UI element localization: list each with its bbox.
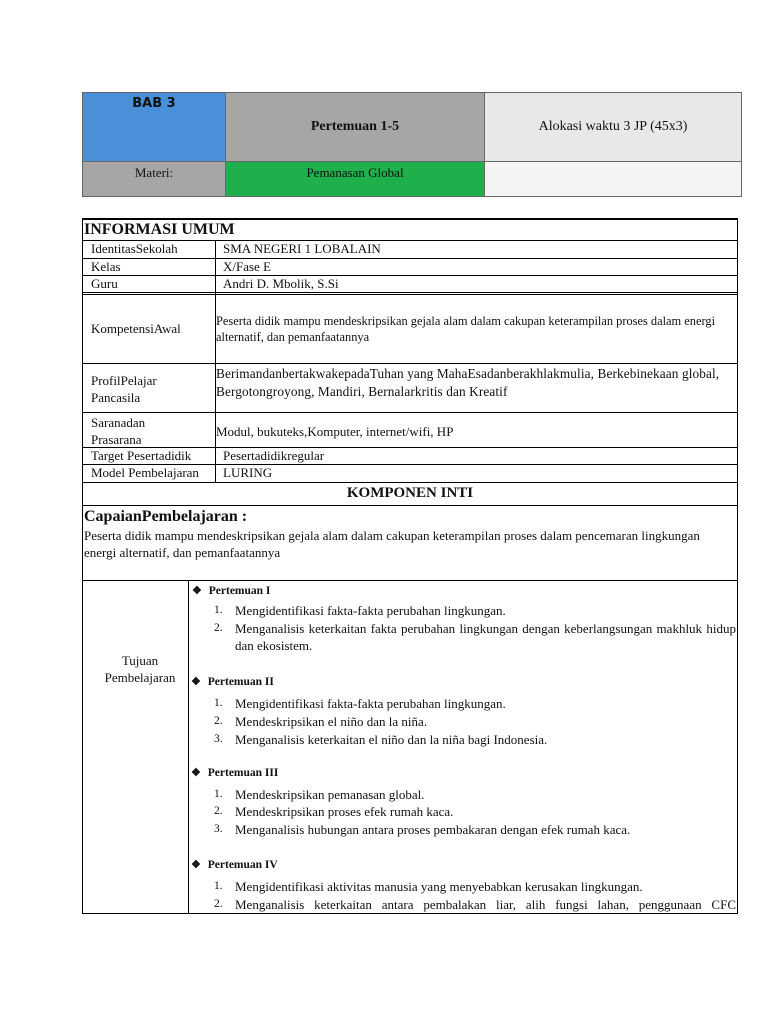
list-item: Menganalisis keterkaitan fakta perubahan lingkungan dengan keberlangsungan makhluk hidup dan ekosistem.: [235, 621, 736, 653]
pertemuan-4-title: Pertemuan IV: [207, 859, 278, 871]
bab-label: BAB 3: [132, 96, 176, 111]
capaian-title: CapaianPembelajaran :: [84, 508, 248, 525]
pertemuan-2-heading: [191, 674, 274, 690]
list-item: Mengidentifikasi fakta-fakta perubahan lingkungan.: [235, 603, 506, 618]
materi-cell: [82, 161, 226, 197]
list-item: Mengidentifikasi fakta-fakta perubahan lingkungan.: [235, 696, 506, 711]
list-item: Mendeskripsikan el niño dan la niña.: [235, 714, 428, 729]
row-label-profil: ProfilPelajar Pancasila: [91, 373, 157, 405]
row-value-sarana: Modul, bukuteks,Komputer, internet/wifi, HP: [216, 424, 454, 439]
row-label-sarana: Saranadan Prasarana: [91, 415, 146, 447]
materi-empty-cell: [484, 161, 742, 197]
list-number: 2.: [214, 622, 223, 634]
list-number: 1.: [214, 880, 223, 892]
pertemuan-2-title: Pertemuan II: [207, 676, 274, 688]
list-item: Mengidentifikasi aktivitas manusia yang menyebabkan kerusakan lingkungan.: [235, 879, 643, 894]
list-number: 1.: [214, 788, 223, 800]
list-item: Mendeskripsikan proses efek rumah kaca.: [235, 804, 454, 819]
list-item: Menganalisis hubungan antara proses pembakaran dengan efek rumah kaca.: [235, 822, 631, 837]
pertemuan-4-heading: [191, 857, 278, 873]
list-number: 2.: [214, 898, 223, 910]
materi-value-cell: [225, 161, 485, 197]
row-label-model: Model Pembelajaran: [91, 465, 199, 480]
tujuan-label: Tujuan Pembelajaran: [104, 653, 176, 685]
info-heading: INFORMASI UMUM: [84, 221, 235, 238]
diamond-bullet-icon: ❖: [192, 585, 202, 597]
alokasi-cell: [484, 92, 742, 162]
pertemuan-cell: [225, 92, 485, 162]
row-value-model: LURING: [223, 465, 273, 480]
capaian-text: Peserta didik mampu mendeskripsikan gejala alam dalam cakupan keterampilan proses dalam pencemaran lingkungan energi alternatif, dan pemanfaatannya: [84, 528, 700, 560]
row-label-target: Target Pesertadidik: [91, 448, 192, 463]
list-number: 1.: [214, 697, 223, 709]
alokasi-label: Alokasi waktu 3 JP (45x3): [538, 119, 688, 134]
row-value-profil: BerimandanbertakwakepadaTuhan yang MahaEsadanberakhlakmulia, Berkebinekaan global, Bergotongroyong, Mandiri, Bernalarkritis dan Kreatif: [216, 366, 720, 399]
pertemuan-3-heading: [191, 765, 278, 781]
pertemuan-1-heading: [192, 583, 270, 599]
bab-cell: [82, 92, 226, 162]
komponen-heading: KOMPONEN INTI: [346, 485, 474, 501]
row-value-kompetensi: Peserta didik mampu mendeskripsikan gejala alam dalam cakupan keterampilan proses dalam energi alternatif, dan pemanfaatannya: [216, 314, 716, 344]
list-number: 2.: [214, 805, 223, 817]
materi-value: Pemanasan Global: [306, 165, 404, 180]
row-value-identitas: SMA NEGERI 1 LOBALAIN: [223, 241, 381, 256]
row-label-guru: Guru: [91, 276, 118, 291]
list-number: 3.: [214, 733, 223, 745]
row-value-guru: Andri D. Mbolik, S.Si: [223, 276, 339, 291]
row-label-identitas: IdentitasSekolah: [91, 241, 178, 256]
diamond-bullet-icon: ❖: [191, 859, 201, 871]
row-value-kelas: X/Fase E: [223, 259, 272, 274]
list-number: 1.: [214, 604, 223, 616]
pertemuan-3-title: Pertemuan III: [207, 767, 279, 779]
row-label-kompetensi: KompetensiAwal: [91, 321, 181, 336]
list-number: 2.: [214, 715, 223, 727]
pertemuan-label: Pertemuan 1-5: [310, 119, 400, 134]
list-item: Mendeskripsikan pemanasan global.: [235, 787, 425, 802]
list-item: Menganalisis keterkaitan el niño dan la niña bagi Indonesia.: [235, 732, 548, 747]
row-label-kelas: Kelas: [91, 259, 121, 274]
diamond-bullet-icon: ❖: [191, 676, 201, 688]
materi-label: Materi:: [134, 165, 174, 180]
list-item: Menganalisis keterkaitan antara pembalakan liar, alih fungsi lahan, penggunaan CFC: [235, 897, 736, 912]
list-number: 3.: [214, 823, 223, 835]
pertemuan-1-title: Pertemuan I: [208, 585, 271, 597]
row-value-target: Pesertadidikregular: [223, 448, 325, 463]
diamond-bullet-icon: ❖: [191, 767, 201, 779]
